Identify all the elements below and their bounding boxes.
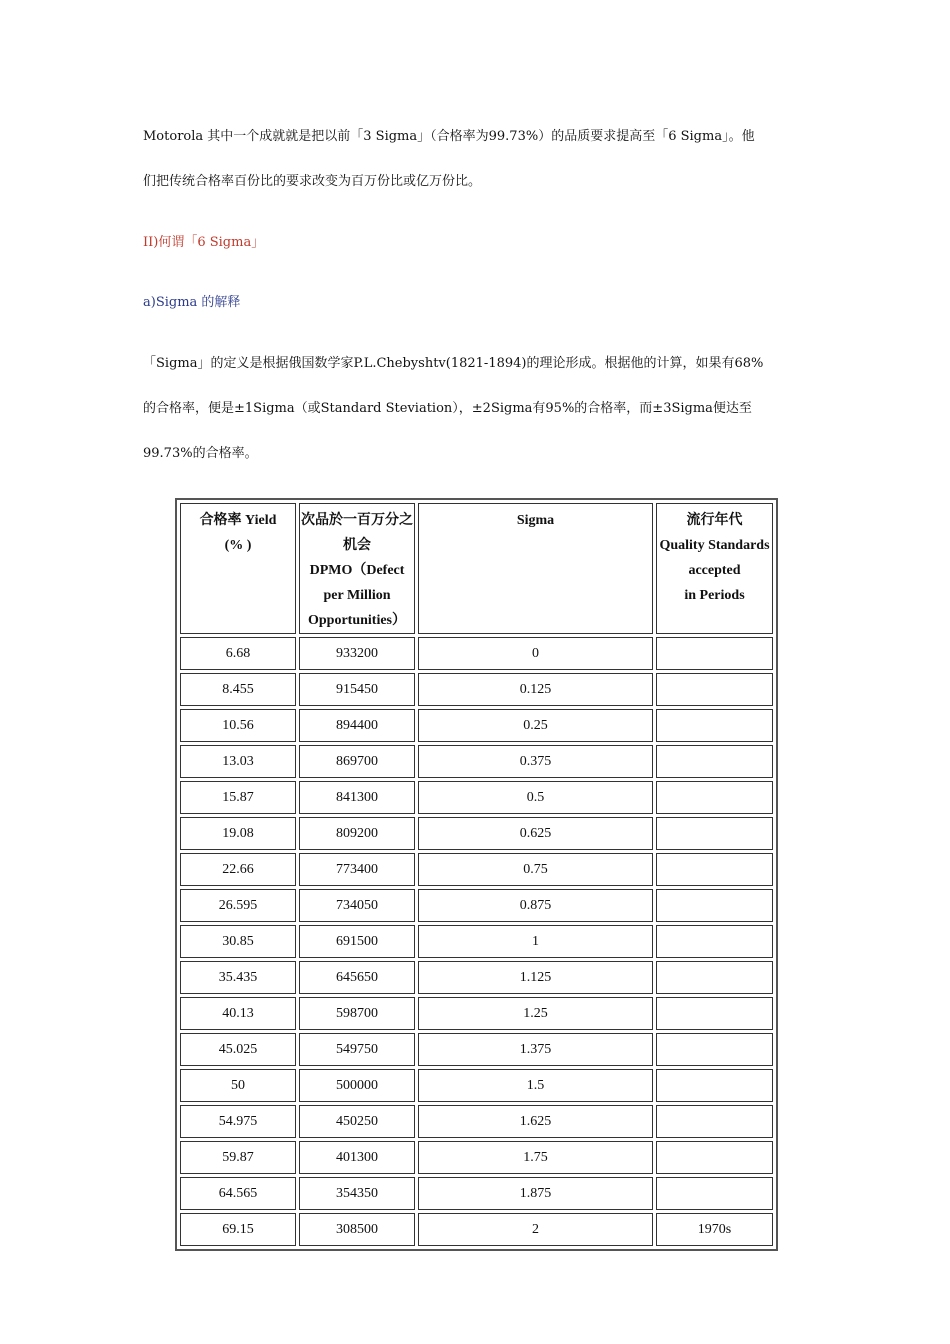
cell-yield: 35.435 <box>180 961 296 994</box>
cell-dpmo: 645650 <box>299 961 415 994</box>
cell-period <box>656 1177 773 1210</box>
cell-period <box>656 925 773 958</box>
cell-dpmo: 549750 <box>299 1033 415 1066</box>
sigma-table-wrapper <box>175 498 775 1251</box>
cell-sigma: 1.875 <box>418 1177 653 1210</box>
cell-period <box>656 781 773 814</box>
cell-sigma: 2 <box>418 1213 653 1246</box>
table-row <box>180 673 773 706</box>
table-row <box>180 889 773 922</box>
header-yield <box>180 503 296 634</box>
header-period-line-3: accepted <box>688 563 741 578</box>
cell-period: 1970s <box>656 1213 773 1246</box>
cell-dpmo: 841300 <box>299 781 415 814</box>
cell-sigma: 0 <box>418 637 653 670</box>
table-row <box>180 709 773 742</box>
header-sigma-label: Sigma <box>516 513 555 528</box>
cell-sigma: 1.5 <box>418 1069 653 1102</box>
cell-period <box>656 709 773 742</box>
cell-dpmo: 894400 <box>299 709 415 742</box>
header-dpmo-line-4: per Million <box>323 588 391 603</box>
cell-dpmo: 500000 <box>299 1069 415 1102</box>
cell-yield: 45.025 <box>180 1033 296 1066</box>
cell-yield: 10.56 <box>180 709 296 742</box>
section-heading: II)何谓「6 Sigma」 <box>143 235 265 250</box>
table-row <box>180 1033 773 1066</box>
table-row <box>180 1177 773 1210</box>
cell-yield: 54.975 <box>180 1105 296 1138</box>
cell-period <box>656 1033 773 1066</box>
table-row <box>180 1141 773 1174</box>
table-row <box>180 1069 773 1102</box>
intro-line-1: Motorola 其中一个成就就是把以前「3 Sigma」（合格率为99.73%）的品质要求提高至「6 Sigma」。他 <box>143 129 755 144</box>
cell-period <box>656 1069 773 1102</box>
cell-yield: 30.85 <box>180 925 296 958</box>
cell-sigma: 1.75 <box>418 1141 653 1174</box>
sigma-definition-paragraph <box>143 341 813 476</box>
cell-sigma: 0.125 <box>418 673 653 706</box>
cell-dpmo: 598700 <box>299 997 415 1030</box>
header-yield-line-2: (% ) <box>224 538 252 553</box>
definition-line-2: 的合格率，便是±1Sigma（或Standard Steviation），±2Sigma有95%的合格率，而±3Sigma便达至 <box>143 401 752 416</box>
header-period <box>656 503 773 634</box>
cell-period <box>656 1105 773 1138</box>
cell-yield: 13.03 <box>180 745 296 778</box>
header-dpmo-line-5: Opportunities） <box>307 613 406 628</box>
cell-dpmo: 809200 <box>299 817 415 850</box>
cell-dpmo: 691500 <box>299 925 415 958</box>
cell-dpmo: 401300 <box>299 1141 415 1174</box>
cell-dpmo: 308500 <box>299 1213 415 1246</box>
cell-sigma: 0.625 <box>418 817 653 850</box>
cell-dpmo: 869700 <box>299 745 415 778</box>
cell-period <box>656 673 773 706</box>
sigma-table <box>175 498 778 1251</box>
cell-sigma: 0.375 <box>418 745 653 778</box>
header-dpmo-line-1: 次品於一百万分之 <box>301 513 413 528</box>
cell-sigma: 0.25 <box>418 709 653 742</box>
cell-dpmo: 734050 <box>299 889 415 922</box>
cell-sigma: 0.75 <box>418 853 653 886</box>
header-dpmo-line-3: DPMO（Defect <box>309 563 405 578</box>
cell-sigma: 1.625 <box>418 1105 653 1138</box>
header-yield-line-1: 合格率 Yield <box>199 513 277 528</box>
cell-period <box>656 817 773 850</box>
table-row <box>180 781 773 814</box>
intro-line-2: 们把传统合格率百份比的要求改变为百万份比或亿万份比。 <box>143 174 482 189</box>
table-row <box>180 997 773 1030</box>
cell-dpmo: 915450 <box>299 673 415 706</box>
cell-sigma: 1.25 <box>418 997 653 1030</box>
table-row <box>180 637 773 670</box>
cell-sigma: 1.125 <box>418 961 653 994</box>
header-sigma <box>418 503 653 634</box>
header-dpmo-line-2: 机会 <box>343 538 371 553</box>
cell-yield: 6.68 <box>180 637 296 670</box>
definition-line-3: 99.73%的合格率。 <box>143 446 258 461</box>
cell-period <box>656 889 773 922</box>
cell-dpmo: 354350 <box>299 1177 415 1210</box>
cell-period <box>656 1141 773 1174</box>
table-row <box>180 853 773 886</box>
header-period-line-4: in Periods <box>684 588 745 603</box>
cell-yield: 8.455 <box>180 673 296 706</box>
cell-dpmo: 773400 <box>299 853 415 886</box>
cell-period <box>656 637 773 670</box>
cell-sigma: 1 <box>418 925 653 958</box>
cell-yield: 59.87 <box>180 1141 296 1174</box>
header-dpmo <box>299 503 415 634</box>
table-row <box>180 817 773 850</box>
cell-yield: 19.08 <box>180 817 296 850</box>
cell-yield: 15.87 <box>180 781 296 814</box>
header-period-line-2: Quality Standards <box>659 538 770 553</box>
cell-sigma: 0.5 <box>418 781 653 814</box>
table-row <box>180 1213 773 1246</box>
cell-dpmo: 450250 <box>299 1105 415 1138</box>
cell-yield: 40.13 <box>180 997 296 1030</box>
table-row <box>180 1105 773 1138</box>
table-body <box>180 637 773 1246</box>
header-period-line-1: 流行年代 <box>686 513 743 528</box>
table-row <box>180 745 773 778</box>
cell-period <box>656 853 773 886</box>
subsection-heading: a)Sigma 的解释 <box>143 295 241 310</box>
table-row <box>180 925 773 958</box>
cell-yield: 22.66 <box>180 853 296 886</box>
intro-paragraph <box>143 114 813 204</box>
cell-yield: 26.595 <box>180 889 296 922</box>
cell-period <box>656 961 773 994</box>
cell-yield: 50 <box>180 1069 296 1102</box>
cell-sigma: 1.375 <box>418 1033 653 1066</box>
table-header-row <box>180 503 773 634</box>
cell-yield: 64.565 <box>180 1177 296 1210</box>
definition-line-1: 「Sigma」的定义是根据俄国数学家P.L.Chebyshtv(1821-1894)的理论形成。根据他的计算，如果有68% <box>143 356 764 371</box>
table-row <box>180 961 773 994</box>
cell-dpmo: 933200 <box>299 637 415 670</box>
cell-sigma: 0.875 <box>418 889 653 922</box>
cell-period <box>656 997 773 1030</box>
cell-period <box>656 745 773 778</box>
cell-yield: 69.15 <box>180 1213 296 1246</box>
